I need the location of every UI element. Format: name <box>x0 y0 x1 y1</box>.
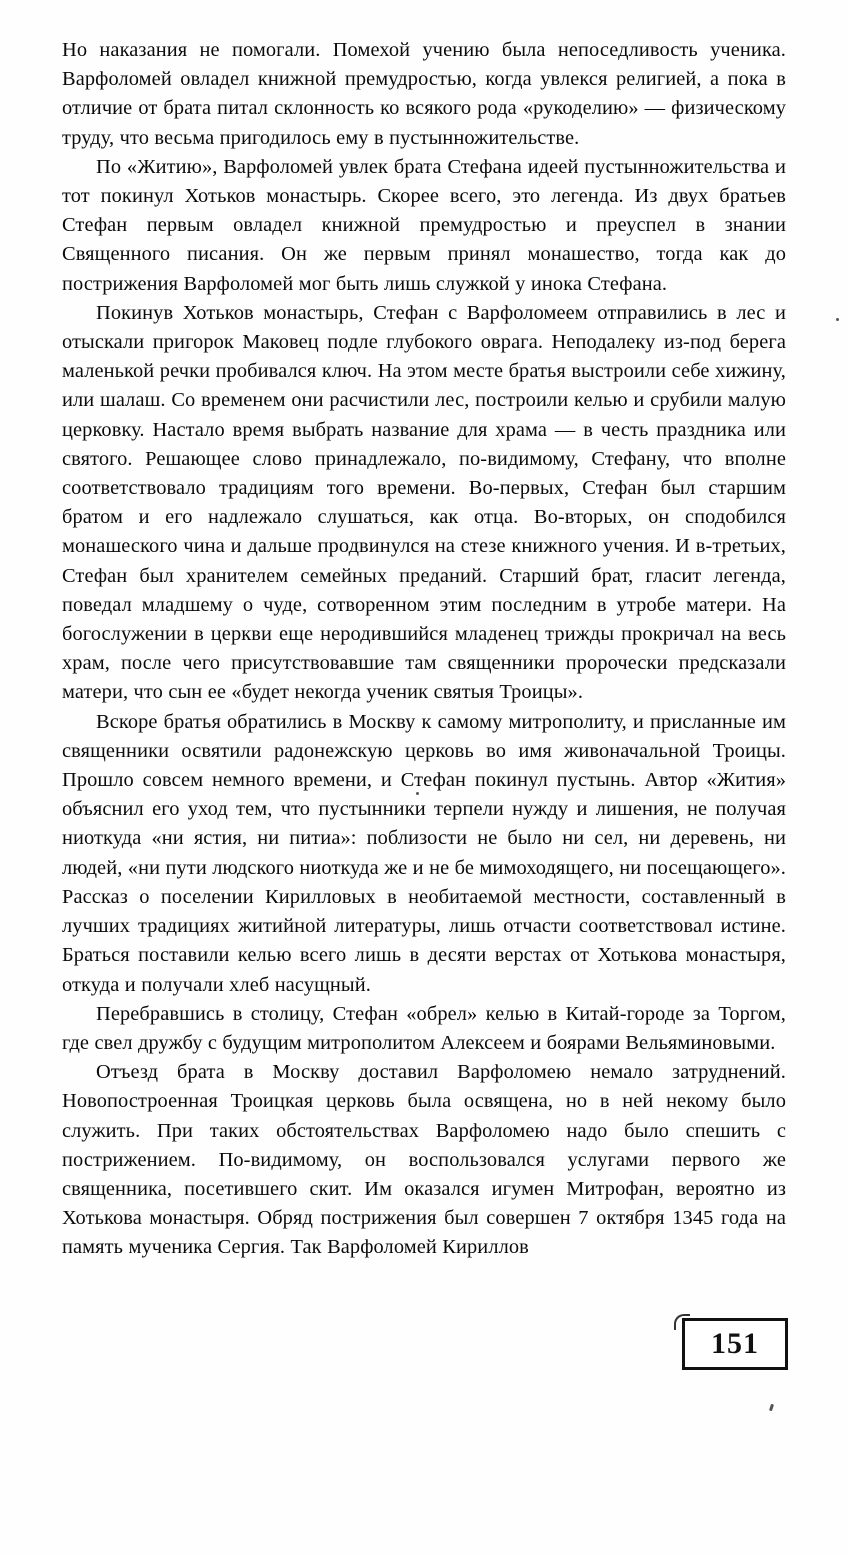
page-number-box <box>682 1318 788 1370</box>
scan-speck <box>416 792 419 795</box>
paragraph: Отъезд брата в Москву доставил Варфоломею немало затруднений. Новопостроенная Троицкая церковь была освящена, но в ней некому было служить. При таких обстоятельствах Варфоломею надо было спешить с пострижением. По-видимому, он воспользовался услугами первого же священника, посетившего скит. Им оказался игумен Митрофан, вероятно из Хотькова монастыря. Обряд пострижения был совершен 7 октября 1345 года на память мученика Сергия. Так Варфоломей Кириллов <box>62 1061 786 1259</box>
body-text-column <box>62 36 786 1263</box>
scan-speck <box>836 318 839 321</box>
scan-speck <box>769 1404 774 1412</box>
page-number: 151 <box>711 1327 759 1360</box>
paragraph: Вскоре братья обратились в Москву к самому митрополиту, и присланные им священники освятили радонежскую церковь во имя живоначальной Троицы. Прошло совсем немного времени, и Стефан покинул пустынь. Автор «Жития» объяснил его уход тем, что пустынники терпели нужду и лишения, не получая ниоткуда «ни ястия, ни питиа»: поблизости не было ни сел, ни деревень, ни людей, «ни пути людского ниоткуда же и не бе мимоходящего, ни посещающего». Рассказ о поселении Кирилловых в необитаемой местности, составленный в лучших традициях житийной литературы, лишь отчасти соответствовал истине. Браться поставили келью всего лишь в десяти верстах от Хотькова монастыря, откуда и получали хлеб насущный. <box>62 710 786 996</box>
paragraph: Перебравшись в столицу, Стефан «обрел» келью в Китай-городе за Торгом, где свел дружбу с будущим митрополитом Алексеем и боярами Вельяминовыми. <box>62 1002 786 1054</box>
paragraph: Покинув Хотьков монастырь, Стефан с Варфоломеем отправились в лес и отыскали пригорок Маковец подле глубокого оврага. Неподалеку из-под берега маленькой речки пробивался ключ. На этом месте братья выстроили себе хижину, или шалаш. Со временем они расчистили лес, построили келью и срубили малую церковку. Настало время выбрать название для храма — в честь праздника или святого. Решающее слово принадлежало, по-видимому, Стефану, что вполне соответствовало традициям того времени. Во-первых, Стефан был старшим братом и его надлежало слушаться, как отца. Во-вторых, он сподобился монашеского чина и дальше продвинулся на стезе книжного учения. И в-третьих, Стефан был хранителем семейных преданий. Старший брат, гласит легенда, поведал младшему о чуде, сотворенном этим последним в утробе матери. На богослужении в церкви еще неродившийся младенец трижды прокричал на весь храм, после чего присутствовавшие там священники пророчески предсказали матери, что сын ее «будет некогда ученик святыя Троицы». <box>62 301 786 704</box>
paragraph: Но наказания не помогали. Помехой учению была непоседливость ученика. Варфоломей овладел книжной премудростью, когда увлекся религией, а пока в отличие от брата питал склонность ко всякого рода «рукоделию» — физическому труду, что весьма пригодилось ему в пустынножительстве. <box>62 39 786 149</box>
paragraph: По «Житию», Варфоломей увлек брата Стефана идеей пустынножительства и тот покинул Хотьков монастырь. Скорее всего, это легенда. Из двух братьев Стефан первым овладел книжной премудростью и преуспел в знании Священного писания. Он же первым принял монашество, тогда как до пострижения Варфоломей мог быть лишь служкой у инока Стефана. <box>62 155 786 295</box>
